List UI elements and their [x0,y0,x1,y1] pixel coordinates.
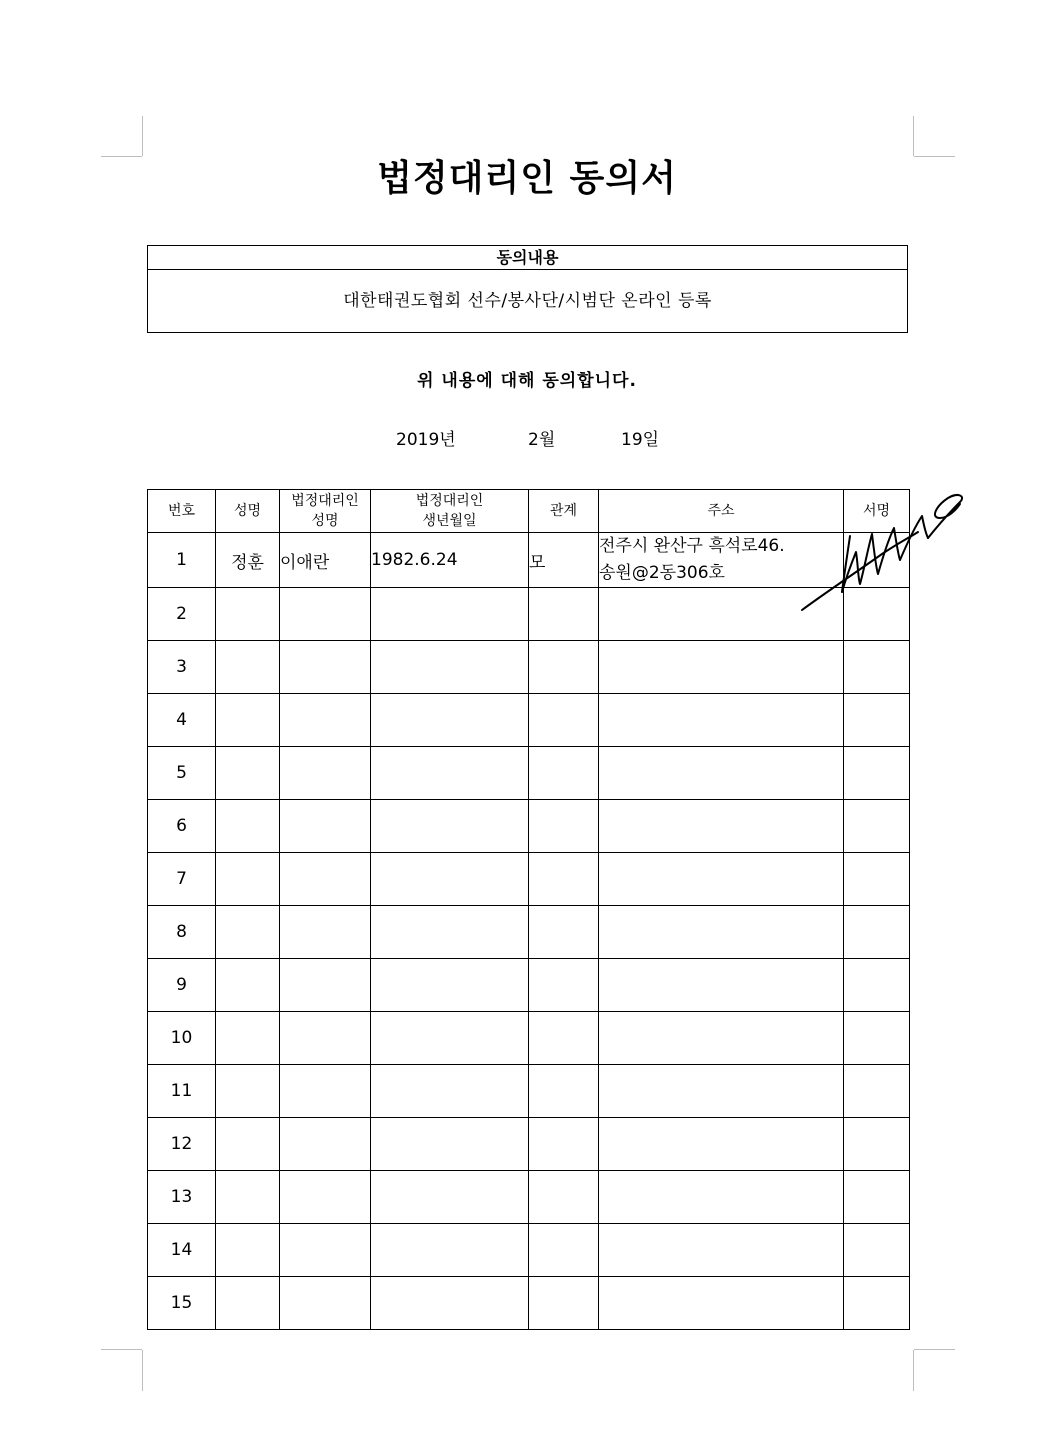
header-name: 성명 [216,490,280,533]
row-signature [844,959,910,1012]
row-address [599,853,844,906]
row-address [599,906,844,959]
row-signature [844,641,910,694]
row-guardian-name [280,747,371,800]
row-address-line2: 송원@2동306호 [599,563,725,583]
row-address [599,1065,844,1118]
row-guardian-name [280,694,371,747]
row-no: 2 [148,588,216,641]
table-row [148,1277,910,1330]
header-guardian-birth-line2: 생년월일 [422,513,477,529]
header-no: 번호 [148,490,216,533]
row-guardian-name [280,1224,371,1277]
row-name [216,959,280,1012]
row-guardian-name [280,1012,371,1065]
row-relation [529,906,599,959]
row-relation [529,853,599,906]
row-relation [529,1065,599,1118]
row-relation: 모 [529,533,599,588]
row-no: 4 [148,694,216,747]
row-relation [529,1277,599,1330]
row-address [599,1277,844,1330]
table-row [148,1065,910,1118]
header-relation: 관계 [529,490,599,533]
row-name [216,747,280,800]
row-name [216,800,280,853]
row-name: 정훈 [216,533,280,588]
row-relation [529,1171,599,1224]
row-name [216,588,280,641]
row-name [216,1065,280,1118]
row-relation [529,1224,599,1277]
row-address [599,1224,844,1277]
consent-content: 대한태권도협회 선수/봉사단/시범단 온라인 등록 [343,291,712,311]
date-day: 19일 [621,430,660,450]
row-guardian-name [280,641,371,694]
row-guardian-birth [371,1277,529,1330]
header-guardian-birth [371,490,529,533]
row-name [216,641,280,694]
row-address [599,694,844,747]
document-title: 법정대리인 동의서 [377,158,677,199]
crop-mark [914,1349,955,1350]
date-year: 2019년 [396,430,456,450]
row-relation [529,694,599,747]
row-guardian-birth [371,1171,529,1224]
row-signature [844,747,910,800]
table-row [148,641,910,694]
row-signature [844,906,910,959]
header-guardian-name [280,490,371,533]
row-guardian-birth [371,853,529,906]
row-no: 15 [148,1277,216,1330]
header-address: 주소 [599,490,844,533]
row-address [599,800,844,853]
table-row [148,1171,910,1224]
row-guardian-name [280,1171,371,1224]
row-address [599,747,844,800]
row-guardian-birth [371,641,529,694]
row-name [216,853,280,906]
row-guardian-birth [371,588,529,641]
row-guardian-birth [371,906,529,959]
row-address [599,959,844,1012]
row-name [216,906,280,959]
row-signature [844,694,910,747]
crop-mark [101,1349,142,1350]
header-guardian-name-line1: 법정대리인 [291,493,359,509]
row-relation [529,1012,599,1065]
row-no: 12 [148,1118,216,1171]
row-guardian-name [280,959,371,1012]
header-signature: 서명 [844,490,910,533]
agreement-statement: 위 내용에 대해 동의합니다. [417,371,637,391]
row-no: 13 [148,1171,216,1224]
row-name [216,1118,280,1171]
row-signature [844,1171,910,1224]
row-guardian-birth [371,959,529,1012]
row-relation [529,641,599,694]
row-no: 10 [148,1012,216,1065]
consent-header: 동의내용 [148,246,907,270]
row-relation [529,959,599,1012]
row-signature [844,1224,910,1277]
row-name [216,694,280,747]
row-no: 1 [148,533,216,588]
row-guardian-birth [371,1012,529,1065]
row-signature [844,1065,910,1118]
row-name [216,1277,280,1330]
row-guardian-birth: 1982.6.24 [371,533,529,588]
row-guardian-name [280,1065,371,1118]
row-address-line1: 전주시 완산구 흑석로46. [599,536,785,556]
row-address [599,1118,844,1171]
row-guardian-birth [371,1065,529,1118]
row-guardian-name [280,1118,371,1171]
date-month: 2월 [528,430,556,450]
table-row [148,747,910,800]
row-signature [844,1118,910,1171]
row-no: 6 [148,800,216,853]
row-no: 8 [148,906,216,959]
table-row [148,959,910,1012]
table-row [148,1224,910,1277]
row-signature [844,1012,910,1065]
row-no: 7 [148,853,216,906]
row-relation [529,588,599,641]
handwritten-signature [790,488,965,618]
row-no: 3 [148,641,216,694]
table-row [148,1012,910,1065]
row-no: 5 [148,747,216,800]
row-address [599,1012,844,1065]
row-address [599,641,844,694]
row-name [216,1224,280,1277]
table-row [148,800,910,853]
row-signature [844,853,910,906]
row-guardian-name [280,800,371,853]
row-guardian-name: 이애란 [280,533,371,588]
row-guardian-birth [371,1118,529,1171]
row-name [216,1171,280,1224]
row-relation [529,800,599,853]
row-guardian-birth [371,694,529,747]
row-guardian-name [280,588,371,641]
table-row [148,694,910,747]
header-guardian-birth-line1: 법정대리인 [415,493,484,509]
row-address [599,1171,844,1224]
header-guardian-name-line2: 성명 [311,513,339,529]
row-relation [529,747,599,800]
row-guardian-name [280,906,371,959]
row-guardian-birth [371,1224,529,1277]
table-row [148,853,910,906]
crop-mark [142,1350,143,1391]
table-row [148,1118,910,1171]
row-guardian-name [280,1277,371,1330]
row-no: 14 [148,1224,216,1277]
row-guardian-birth [371,747,529,800]
row-guardian-birth [371,800,529,853]
row-guardian-name [280,853,371,906]
row-name [216,1012,280,1065]
consent-box [147,245,908,333]
row-no: 11 [148,1065,216,1118]
row-signature [844,800,910,853]
table-row [148,906,910,959]
row-relation [529,1118,599,1171]
row-signature [844,1277,910,1330]
crop-mark [913,1350,914,1391]
row-no: 9 [148,959,216,1012]
